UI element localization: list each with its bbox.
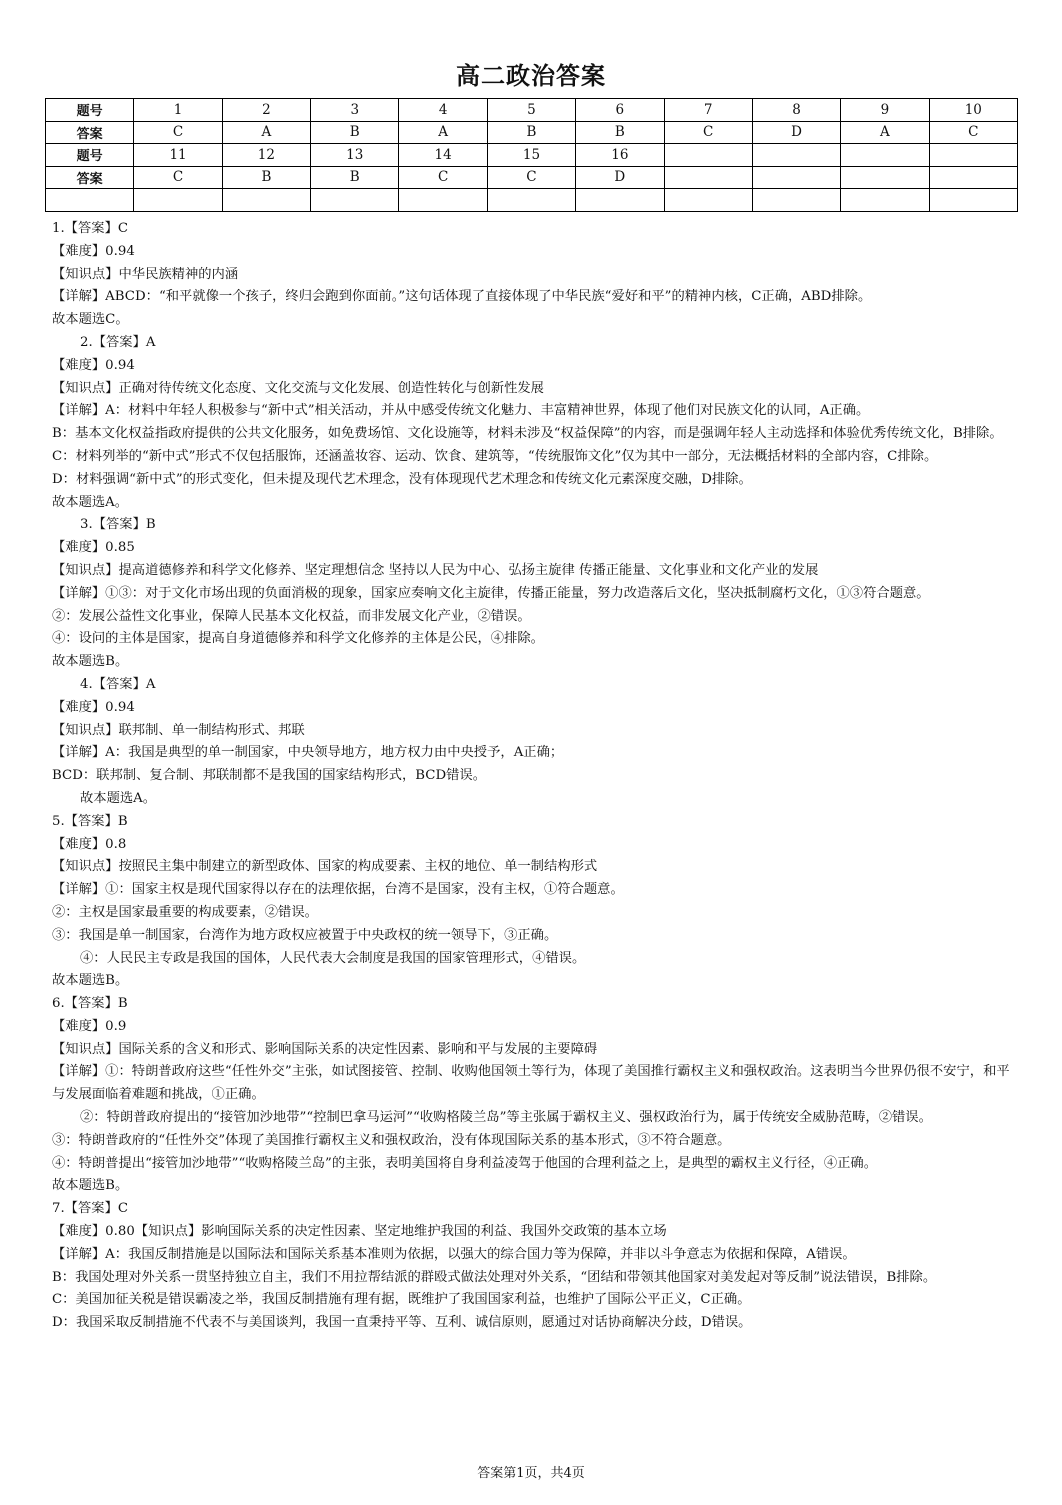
explanation-line: 【详解】ABCD：“和平就像一个孩子，终归会跑到你面前。”这句话体现了直接体现了中华民族“爱好和平”的精神内核，C正确，ABD排除。 [52,289,872,305]
question-number-cell: 11 [134,144,222,167]
explanation-line: 故本题选A。 [52,494,129,510]
question-number-cell: 8 [752,99,840,122]
answer-cell: D [752,121,840,144]
answer-cell: B [576,121,664,144]
answer-cell: C [399,166,487,189]
question-number-cell: 4 [399,99,487,122]
explanation-line: 7.【答案】C [52,1201,129,1217]
question-number-row [46,144,1018,167]
empty-row [46,189,1018,212]
question-number-row-label: 题号 [46,144,134,167]
explanation-line: 【难度】0.80【知识点】影响国际关系的决定性因素、坚定地维护我国的利益、我国外交政策的基本立场 [52,1224,667,1240]
explanation-line: ②：发展公益性文化事业，保障人民基本文化权益，而非发展文化产业，②错误。 [52,608,531,624]
explanation-line: 【详解】①③：对于文化市场出现的负面消极的现象，国家应奏响文化主旋律，传播正能量，努力改造落后文化，坚决抵制腐朽文化，①③符合题意。 [52,585,930,601]
question-number-cell: 6 [576,99,664,122]
explanation-line: 故本题选B。 [52,973,129,989]
empty-cell [752,189,840,212]
empty-cell [46,189,134,212]
answer-cell: A [399,121,487,144]
explanation-line: 【难度】0.85 [52,540,135,556]
question-number-cell [929,144,1017,167]
question-number-cell: 15 [487,144,575,167]
explanation-line: 【知识点】国际关系的含义和形式、影响国际关系的决定性因素、影响和平与发展的主要障碍 [52,1041,598,1057]
question-number-cell: 7 [664,99,752,122]
explanation-line: D：材料强调“新中式”的形式变化，但未提及现代艺术理念，没有体现现代艺术理念和传统文化元素深度交融，D排除。 [52,471,752,487]
question-number-cell: 10 [929,99,1017,122]
explanation-line: 故本题选A。 [80,790,157,806]
explanation-line: 【知识点】按照民主集中制建立的新型政体、国家的构成要素、主权的地位、单一制结构形式 [52,859,598,875]
explanation-line: 2.【答案】A [80,334,156,350]
explanation-line: 【知识点】中华民族精神的内涵 [52,266,239,282]
explanation-line: 【难度】0.94 [52,699,135,715]
explanation-line: ③：我国是单一制国家，台湾作为地方政权应被置于中央政权的统一领导下，③正确。 [52,927,558,943]
explanation-line: 1.【答案】C [52,221,129,236]
explanation-line: 【详解】①：国家主权是现代国家得以存在的法理依据，台湾不是国家，没有主权，①符合题意。 [52,882,624,898]
question-number-cell: 3 [311,99,399,122]
question-number-cell: 2 [222,99,310,122]
explanation-line: ④：设问的主体是国家，提高自身道德修养和科学文化修养的主体是公民，④排除。 [52,631,544,647]
answer-cell: B [487,121,575,144]
answer-cell [929,166,1017,189]
question-number-cell: 16 [576,144,664,167]
explanation-line: ④：特朗普提出“接管加沙地带”“收购格陵兰岛”的主张，表明美国将自身利益凌驾于他国的合理利益之上，是典型的霸权主义行径，④正确。 [52,1155,878,1171]
answer-row-label: 答案 [46,166,134,189]
explanation-line: 5.【答案】B [52,813,128,829]
answer-row-label: 答案 [46,121,134,144]
answer-cell [752,166,840,189]
explanation-line: ②：特朗普政府提出的“接管加沙地带”“控制巴拿马运河”“收购格陵兰岛”等主张属于霸权主义、强权政治行为，属于传统安全威胁范畴，②错误。 [80,1110,932,1126]
explanation-line: 【知识点】联邦制、单一制结构形式、邦联 [52,722,305,738]
explanation-line: 【知识点】提高道德修养和科学文化修养、坚定理想信念 坚持以人民为中心、弘扬主旋律 传播正能量、文化事业和文化产业的发展 [52,562,819,578]
explanation-line: 【难度】0.9 [52,1018,127,1034]
question-number-cell: 5 [487,99,575,122]
answer-cell: C [134,121,222,144]
question-number-cell: 13 [311,144,399,167]
answer-cell: A [222,121,310,144]
empty-cell [134,189,222,212]
empty-cell [399,189,487,212]
answer-cell: C [134,166,222,189]
answer-cell: D [576,166,664,189]
explanation-line: B：我国处理对外关系一贯坚持独立自主，我们不用拉帮结派的群殴式做法处理对外关系，“团结和带领其他国家对美发起对等反制”说法错误，B排除。 [52,1269,937,1285]
explanation-line: 【详解】A：我国是典型的单一制国家，中央领导地方，地方权力由中央授予，A正确； [52,745,564,761]
question-number-cell [752,144,840,167]
explanation-line: ③：特朗普政府的“任性外交”体现了美国推行霸权主义和强权政治，没有体现国际关系的基本形式，③不符合题意。 [52,1132,731,1148]
answer-explanations [52,218,1018,1335]
explanation-line: 【难度】0.8 [52,836,127,852]
empty-cell [576,189,664,212]
page-footer: 答案第1页，共4页 [477,1466,585,1481]
empty-cell [222,189,310,212]
explanation-line: ②：主权是国家最重要的构成要素，②错误。 [52,904,318,920]
answer-cell: B [311,166,399,189]
answer-row [46,121,1018,144]
explanation-line: 【知识点】正确对待传统文化态度、文化交流与文化发展、创造性转化与创新性发展 [52,380,544,396]
explanation-line: ④：人民民主专政是我国的国体，人民代表大会制度是我国的国家管理形式，④错误。 [80,950,586,966]
explanation-line: B：基本文化权益指政府提供的公共文化服务，如免费场馆、文化设施等，材料未涉及“权益保障”的内容，而是强调年轻人主动选择和体验优秀传统文化，B排除。 [52,426,1003,442]
answer-cell: C [664,121,752,144]
empty-cell [929,189,1017,212]
empty-cell [841,189,929,212]
explanation-line: 【难度】0.94 [52,243,135,259]
answer-cell [664,166,752,189]
explanation-line: 故本题选B。 [52,1178,129,1194]
answer-cell: C [929,121,1017,144]
answer-cell: B [222,166,310,189]
empty-cell [487,189,575,212]
page-title: 高二政治答案 [456,61,606,90]
explanation-line: 4.【答案】A [80,676,156,692]
explanation-line: 故本题选C。 [52,312,129,328]
explanation-line: 故本题选B。 [52,654,129,670]
explanation-line: 3.【答案】B [80,517,156,533]
answer-cell: A [841,121,929,144]
explanation-line: BCD：联邦制、复合制、邦联制都不是我国的国家结构形式，BCD错误。 [52,768,487,784]
explanation-line: 【详解】A：材料中年轻人积极参与“新中式”相关活动，并从中感受传统文化魅力、丰富精神世界，体现了他们对民族文化的认同，A正确。 [52,403,870,419]
answer-cell [841,166,929,189]
question-number-cell: 1 [134,99,222,122]
empty-cell [664,189,752,212]
explanation-line: D：我国采取反制措施不代表不与美国谈判，我国一直秉持平等、互利、诚信原则，愿通过对话协商解决分歧，D错误。 [52,1315,752,1331]
answer-table [45,98,1018,212]
explanation-line: 【详解】①：特朗普政府这些“任性外交”主张，如试图接管、控制、收购他国领土等行为，体现了美国推行霸权主义和强权政治。这表明当今世界仍很不安宁，和平与发展面临着难题和挑战，①正确。 [52,1064,1010,1103]
explanation-line: 【详解】A：我国反制措施是以国际法和国际关系基本准则为依据，以强大的综合国力等为保障，并非以斗争意志为依据和保障，A错误。 [52,1246,856,1262]
question-number-cell: 14 [399,144,487,167]
question-number-cell: 12 [222,144,310,167]
question-number-cell [664,144,752,167]
question-number-row-label: 题号 [46,99,134,122]
explanation-line: C：美国加征关税是错误霸凌之举，我国反制措施有理有据，既维护了我国国家利益，也维护了国际公平正义，C正确。 [52,1292,751,1308]
answer-row [46,166,1018,189]
question-number-row [46,99,1018,122]
question-number-cell: 9 [841,99,929,122]
question-number-cell [841,144,929,167]
answer-cell: B [311,121,399,144]
answer-cell: C [487,166,575,189]
explanation-line: C：材料列举的“新中式”形式不仅包括服饰，还涵盖妆容、运动、饮食、建筑等，“传统服饰文化”仅为其中一部分，无法概括材料的全部内容，C排除。 [52,448,938,464]
explanation-line: 6.【答案】B [52,996,128,1012]
empty-cell [311,189,399,212]
explanation-line: 【难度】0.94 [52,357,135,373]
